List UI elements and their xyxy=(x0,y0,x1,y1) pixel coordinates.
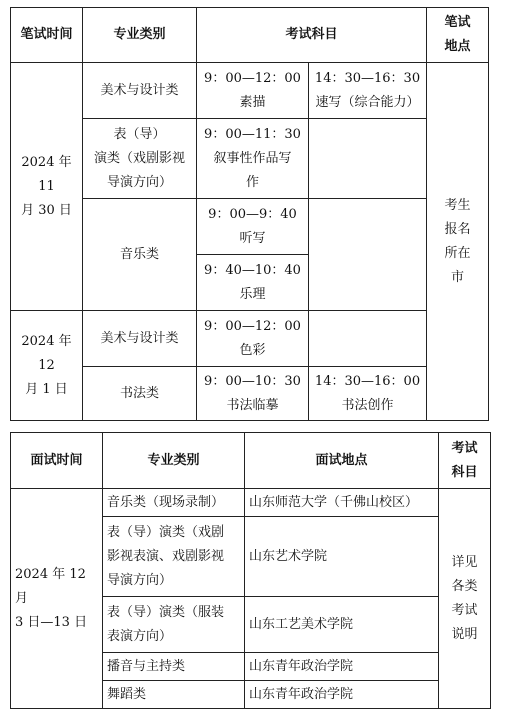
header-location-line1: 笔试 xyxy=(444,15,471,30)
note-line: 各类 xyxy=(451,578,478,594)
subject-creation xyxy=(309,367,427,421)
subject-time: 14：30—16：00 xyxy=(314,373,421,389)
header-written-time: 笔试时间 xyxy=(11,8,83,63)
note-line: 考试 xyxy=(451,602,478,618)
date-line1: 2024 年 11 xyxy=(21,154,72,194)
subject-copying xyxy=(197,367,309,421)
subject-name: 叙事性作品写 xyxy=(213,150,292,166)
location-line: 所在 xyxy=(444,245,471,261)
subject-time: 9：00—12：00 xyxy=(204,318,301,334)
subject-empty xyxy=(309,311,427,367)
subject-time: 9：00—9：40 xyxy=(208,206,297,222)
major-line: 导演方向） xyxy=(106,174,172,190)
interview-location: 山东师范大学（千佛山校区） xyxy=(245,489,439,517)
interview-date xyxy=(11,489,103,709)
subject-time: 9：00—10：30 xyxy=(204,373,301,389)
date-line1: 2024 年 12 xyxy=(21,333,72,373)
subject-narrative-writing xyxy=(197,119,309,199)
subject-sketch xyxy=(197,63,309,119)
subject-time: 9：00—11：30 xyxy=(204,126,301,142)
interview-location: 山东青年政治学院 xyxy=(245,653,439,681)
header-subjects: 考试科目 xyxy=(197,8,427,63)
location-line: 市 xyxy=(451,269,465,285)
header-interview-location: 面试地点 xyxy=(245,433,439,489)
note-line: 说明 xyxy=(451,626,478,642)
interview-major: 播音与主持类 xyxy=(103,653,245,681)
header-location-line2: 地点 xyxy=(444,39,471,54)
subject-time: 9：00—12：00 xyxy=(204,70,301,86)
major-line: 表（导）演类（戏剧 xyxy=(107,524,225,540)
date-line2: 3 日—13 日 xyxy=(15,614,88,630)
subject-dictation xyxy=(197,199,309,255)
major-calligraphy: 书法类 xyxy=(83,367,197,421)
subject-name: 作 xyxy=(245,174,259,190)
subject-name: 素描 xyxy=(239,94,266,110)
date-line2: 月 30 日 xyxy=(21,202,72,218)
date-line1: 2024 年 12 月 xyxy=(15,566,86,606)
major-line: 表（导）演类（服装 xyxy=(107,604,225,620)
header-major: 专业类别 xyxy=(103,433,245,489)
header-subjects xyxy=(439,433,491,489)
major-music: 音乐类 xyxy=(83,199,197,311)
interview-major: 舞蹈类 xyxy=(103,681,245,709)
subject-time: 14：30—16：30 xyxy=(314,70,421,86)
subject-name: 书法创作 xyxy=(341,397,394,413)
interview-location: 山东青年政治学院 xyxy=(245,681,439,709)
written-date-nov30 xyxy=(11,63,83,311)
subject-name: 乐理 xyxy=(239,286,266,302)
header-subjects-line2: 科目 xyxy=(451,464,478,480)
subject-music-theory xyxy=(197,255,309,311)
header-interview-time: 面试时间 xyxy=(11,433,103,489)
major-art-design: 美术与设计类 xyxy=(83,63,197,119)
interview-table xyxy=(10,432,491,709)
major-art-design-2: 美术与设计类 xyxy=(83,311,197,367)
major-performance xyxy=(83,119,197,199)
subject-name: 书法临摹 xyxy=(226,397,279,413)
interview-major xyxy=(103,597,245,653)
note-line: 详见 xyxy=(451,554,478,570)
interview-major xyxy=(103,517,245,597)
written-date-dec1 xyxy=(11,311,83,421)
subject-time: 9：40—10：40 xyxy=(204,262,301,278)
subject-name: 速写（综合能力） xyxy=(315,94,420,110)
interview-location: 山东艺术学院 xyxy=(245,517,439,597)
header-major: 专业类别 xyxy=(83,8,197,63)
header-written-location xyxy=(427,8,489,63)
major-line: 表演方向） xyxy=(107,628,173,644)
subject-name: 听写 xyxy=(239,230,266,246)
major-line: 演类（戏剧影视 xyxy=(93,150,185,166)
header-subjects-line1: 考试 xyxy=(451,440,478,456)
subject-empty xyxy=(309,199,427,311)
interview-location: 山东工艺美术学院 xyxy=(245,597,439,653)
location-line: 报名 xyxy=(444,221,471,237)
written-exam-table xyxy=(10,7,489,421)
subject-empty xyxy=(309,119,427,199)
location-line: 考生 xyxy=(444,197,471,213)
major-line: 表（导） xyxy=(113,126,166,142)
subject-quick-sketch xyxy=(309,63,427,119)
written-location xyxy=(427,63,489,421)
subject-name: 色彩 xyxy=(239,342,266,358)
interview-major: 音乐类（现场录制） xyxy=(103,489,245,517)
interview-subjects-note xyxy=(439,489,491,709)
major-line: 导演方向） xyxy=(107,572,173,588)
date-line2: 月 1 日 xyxy=(25,381,68,397)
major-line: 影视表演、戏剧影视 xyxy=(107,548,225,564)
subject-color xyxy=(197,311,309,367)
